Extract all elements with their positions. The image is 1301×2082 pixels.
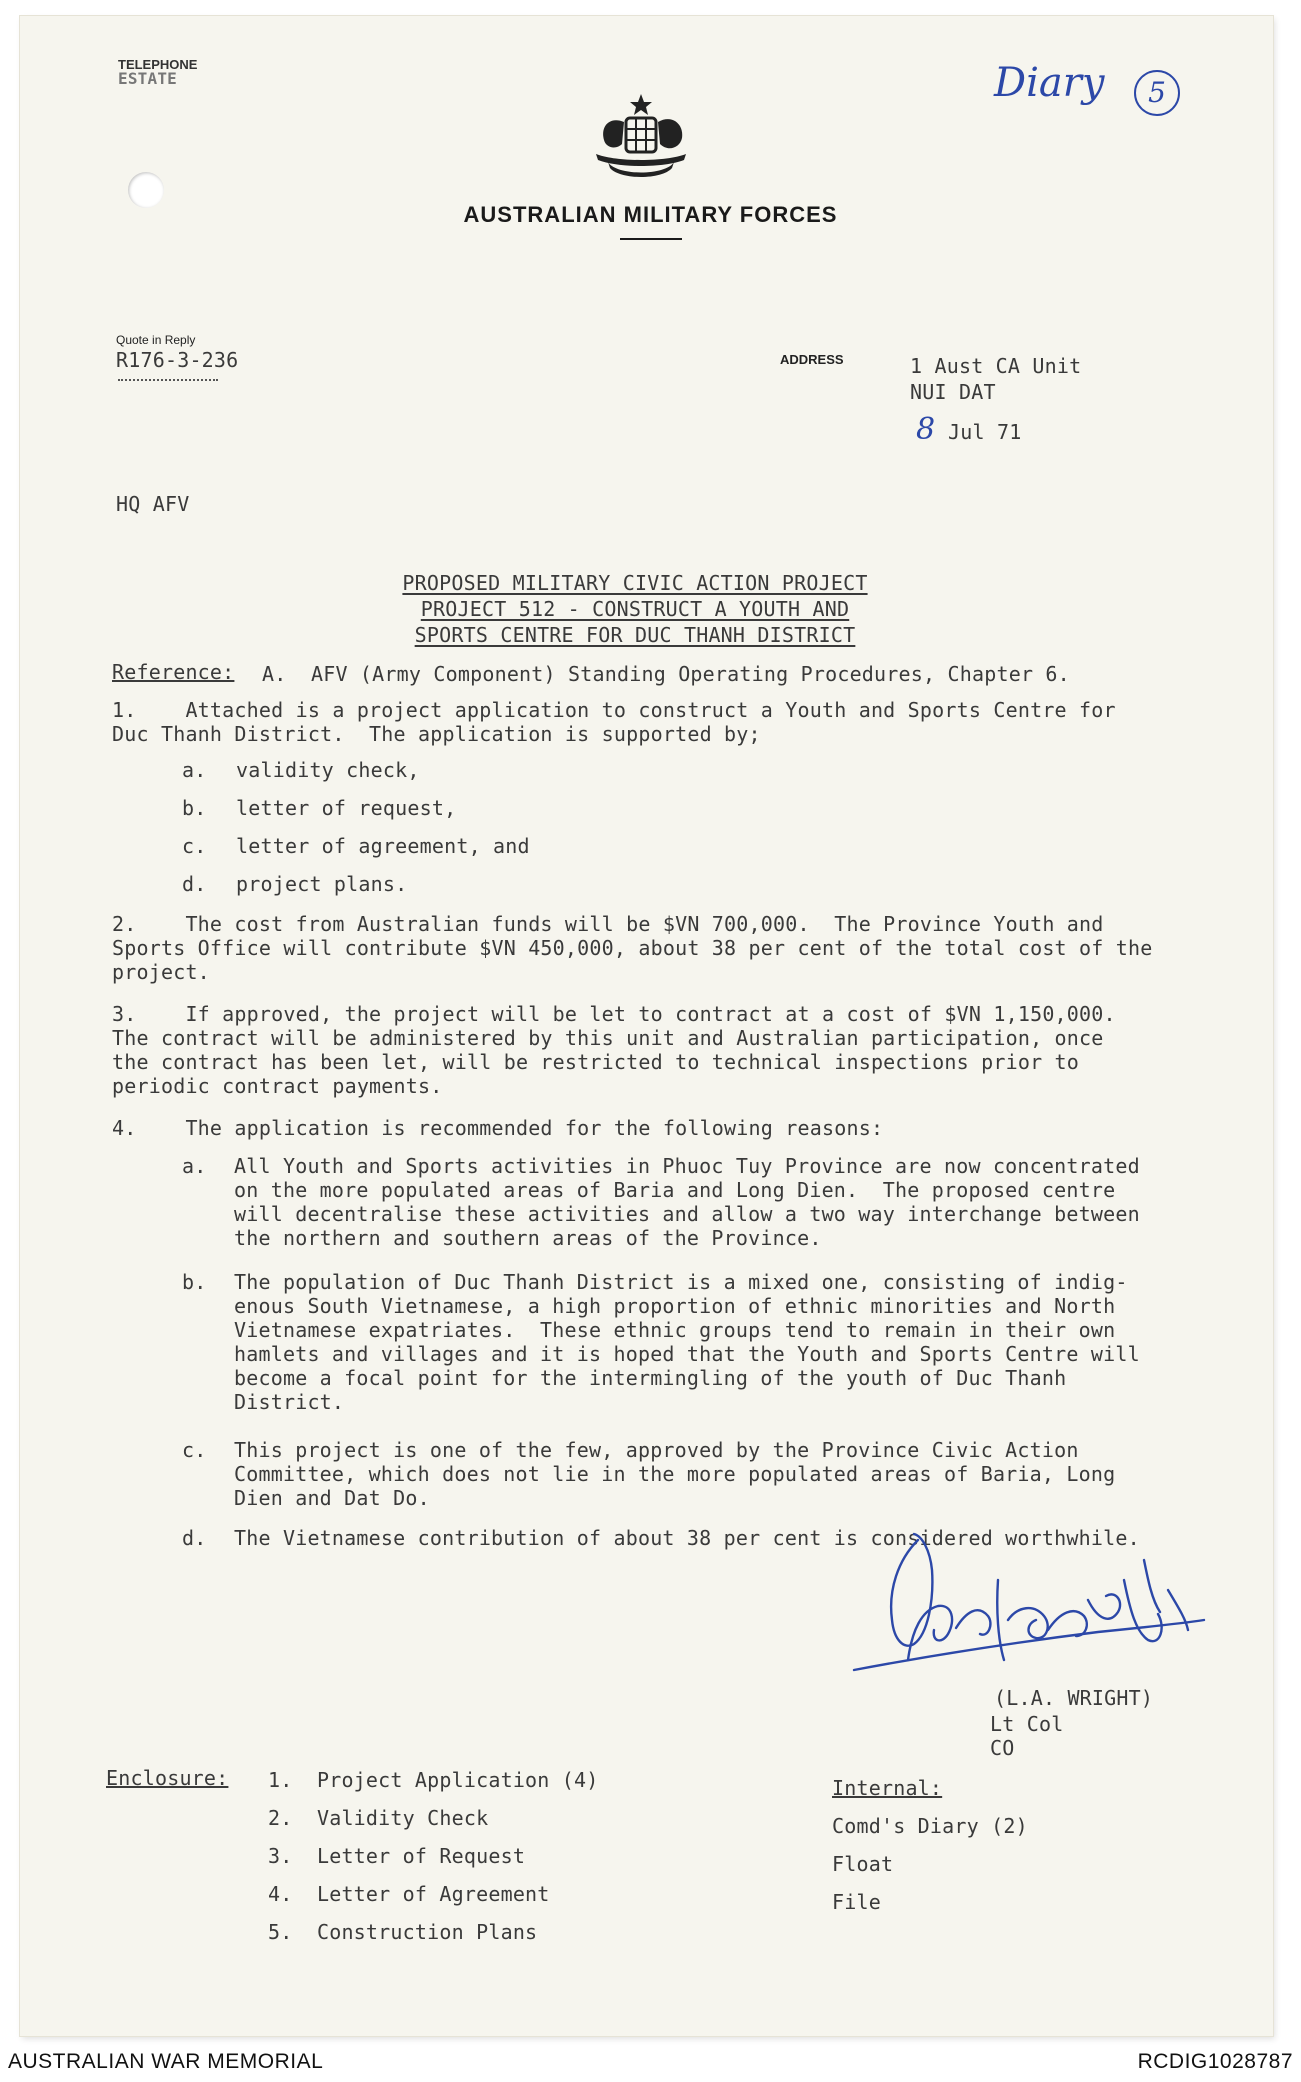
internal-item: Comd's Diary (2) — [832, 1814, 1028, 1838]
subject-line-3: SPORTS CENTRE FOR DUC THANH DISTRICT — [414, 623, 856, 647]
list-item-letter: a. — [182, 758, 207, 782]
reason-line: enous South Vietnamese, a high proportion of ethnic minorities and North — [234, 1294, 1116, 1318]
para-2-line: project. — [112, 960, 210, 984]
date-month-year: Jul 71 — [948, 420, 1022, 444]
footer-catalogue-id: RCDIG1028787 — [1137, 2050, 1293, 2073]
list-item-letter: b. — [182, 796, 207, 820]
enclosure-item: 2. Validity Check — [268, 1806, 489, 1830]
signatory-name: (L.A. WRIGHT) — [994, 1686, 1154, 1710]
telephone-value: ESTATE — [118, 69, 177, 88]
quote-label: Quote in Reply — [116, 333, 196, 347]
reason-line: The population of Duc Thanh District is a mixed one, consisting of indig- — [234, 1270, 1128, 1294]
reason-line: on the more populated areas of Baria and Long Dien. The proposed centre — [234, 1178, 1116, 1202]
para-3-line: The contract will be administered by this unit and Australian participation, once — [112, 1026, 1104, 1050]
date-day-handwritten: 8 — [916, 412, 936, 447]
reason-line: Vietnamese expatriates. These ethnic groups tend to remain in their own — [234, 1318, 1116, 1342]
enclosure-item: 5. Construction Plans — [268, 1920, 538, 1944]
signatory-role: CO — [990, 1736, 1015, 1760]
subject-line-2: PROJECT 512 - CONSTRUCT A YOUTH AND — [420, 597, 850, 621]
reason-line: The Vietnamese contribution of about 38 per cent is considered worthwhile. — [234, 1526, 1140, 1550]
internal-item: Float — [832, 1852, 894, 1876]
reason-letter: c. — [182, 1438, 207, 1462]
reference-label: Reference: — [112, 660, 235, 684]
internal-item: File — [832, 1890, 881, 1914]
quote-reference: R176-3-236 — [116, 348, 239, 372]
address-label: ADDRESS — [780, 352, 844, 367]
para-2-line: Sports Office will contribute $VN 450,000, about 38 per cent of the total cost of the — [112, 936, 1153, 960]
reason-line: hamlets and villages and it is hoped that the Youth and Sports Centre will — [234, 1342, 1140, 1366]
telephone-label: TELEPHONE ESTATE — [118, 57, 198, 88]
reason-line: All Youth and Sports activities in Phuoc Tuy Province are now concentrated — [234, 1154, 1140, 1178]
reason-line: become a focal point for the intermingling of the youth of Duc Thanh — [234, 1366, 1067, 1390]
list-item-letter: c. — [182, 834, 207, 858]
enclosure-label: Enclosure: — [106, 1766, 229, 1790]
subject-line-1: PROPOSED MILITARY CIVIC ACTION PROJECT — [402, 571, 868, 595]
reason-letter: d. — [182, 1526, 207, 1550]
list-item: validity check, — [236, 758, 420, 782]
diary-annotation: Diary — [994, 60, 1105, 106]
reason-line: Committee, which does not lie in the more populated areas of Baria, Long — [234, 1462, 1116, 1486]
list-item: project plans. — [236, 872, 408, 896]
diary-annotation-number: 5 — [1134, 70, 1180, 116]
internal-label: Internal: — [832, 1776, 943, 1800]
address-line-2: NUI DAT — [910, 380, 996, 404]
recipient: HQ AFV — [116, 492, 190, 516]
address-line-1: 1 Aust CA Unit — [910, 354, 1082, 378]
para-1-line: 1. Attached is a project application to construct a Youth and Sports Centre for — [112, 698, 1116, 722]
list-item: letter of request, — [236, 796, 457, 820]
list-item-letter: d. — [182, 872, 207, 896]
para-3-line: periodic contract payments. — [112, 1074, 443, 1098]
reason-line: the northern and southern areas of the Province. — [234, 1226, 822, 1250]
org-title: AUSTRALIAN MILITARY FORCES — [463, 202, 838, 227]
signatory-rank: Lt Col — [990, 1712, 1064, 1736]
reason-line: This project is one of the few, approved by the Province Civic Action — [234, 1438, 1079, 1462]
title-underline — [620, 238, 682, 240]
enclosure-item: 1. Project Application (4) — [268, 1768, 599, 1792]
para-2-line: 2. The cost from Australian funds will be $VN 700,000. The Province Youth and — [112, 912, 1104, 936]
reason-line: will decentralise these activities and allow a two way interchange between — [234, 1202, 1140, 1226]
para-4-intro: 4. The application is recommended for the following reasons: — [112, 1116, 884, 1140]
reason-letter: a. — [182, 1154, 207, 1178]
reference-text: A. AFV (Army Component) Standing Operating Procedures, Chapter 6. — [262, 662, 1070, 686]
enclosure-item: 4. Letter of Agreement — [268, 1882, 550, 1906]
reason-letter: b. — [182, 1270, 207, 1294]
coat-of-arms-icon — [586, 92, 696, 182]
list-item: letter of agreement, and — [236, 834, 530, 858]
reason-line: District. — [234, 1390, 345, 1414]
enclosure-item: 3. Letter of Request — [268, 1844, 526, 1868]
quote-dotted-line — [118, 378, 218, 381]
para-1-line: Duc Thanh District. The application is supported by; — [112, 722, 761, 746]
para-3-line: 3. If approved, the project will be let to contract at a cost of $VN 1,150,000. — [112, 1002, 1116, 1026]
footer-source: AUSTRALIAN WAR MEMORIAL — [8, 2050, 324, 2073]
reason-line: Dien and Dat Do. — [234, 1486, 430, 1510]
para-3-line: the contract has been let, will be restricted to technical inspections prior to — [112, 1050, 1080, 1074]
handwritten-signature — [848, 1520, 1208, 1710]
